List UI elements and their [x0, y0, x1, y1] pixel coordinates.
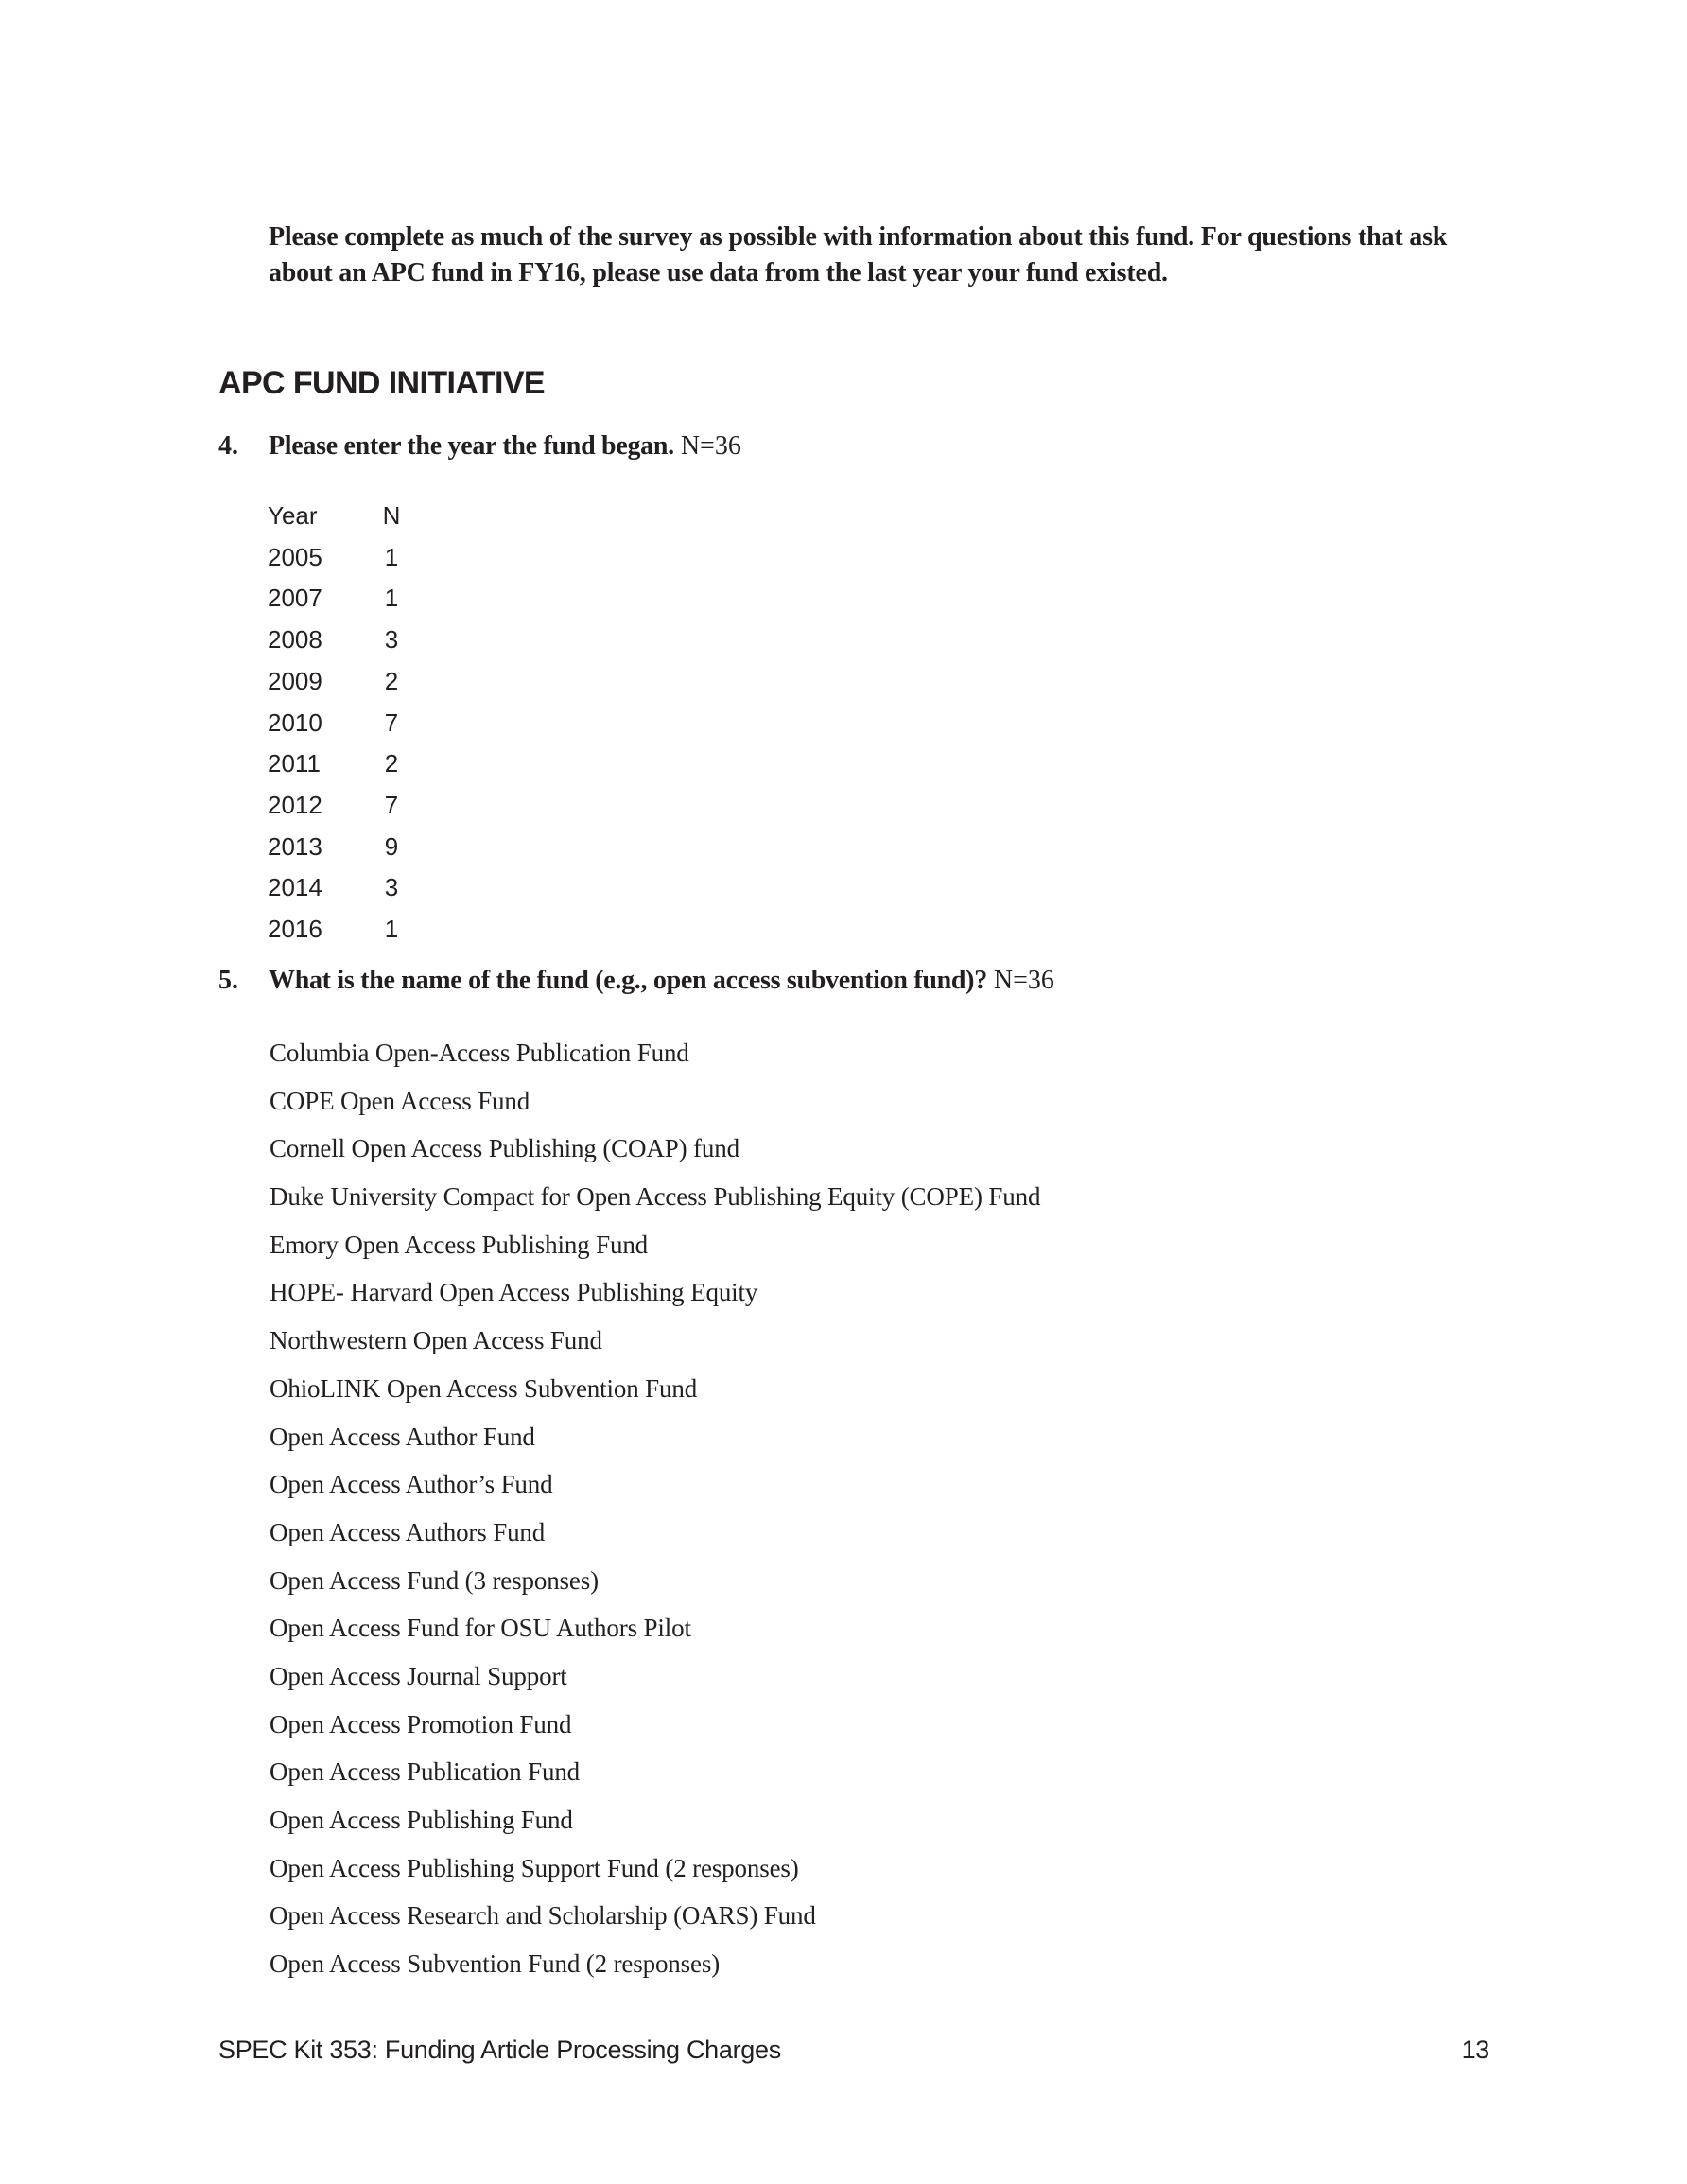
- table-row: [268, 703, 406, 744]
- list-item: Open Access Fund for OSU Authors Pilot: [270, 1614, 691, 1643]
- table-row: [268, 867, 406, 909]
- count-cell: 3: [384, 625, 399, 655]
- list-item: Open Access Authors Fund: [270, 1517, 546, 1546]
- section-heading: APC FUND INITIATIVE: [218, 365, 545, 401]
- list-item: Columbia Open-Access Publication Fund: [270, 1039, 689, 1067]
- list-item: Open Access Journal Support: [270, 1661, 567, 1690]
- list-item: Open Access Subvention Fund (2 responses): [270, 1949, 721, 1979]
- list-item: Open Access Fund (3 responses): [270, 1565, 599, 1595]
- year-cell: 2013: [268, 831, 322, 861]
- column-header-n: N: [382, 501, 401, 530]
- list-item: Open Access Publishing Support Fund (2 responses): [270, 1853, 799, 1882]
- response-count: N=36: [680, 431, 741, 461]
- survey-instructions: [269, 219, 1517, 291]
- count-cell: 7: [384, 790, 399, 819]
- fund-name-list: [270, 1029, 1040, 1988]
- year-cell: 2016: [268, 915, 322, 944]
- list-item: Open Access Publication Fund: [270, 1757, 581, 1787]
- list-item: Duke University Compact for Open Access Publishing Equity (COPE) Fund: [270, 1182, 1041, 1212]
- year-cell: 2010: [268, 708, 322, 737]
- question-text-wrapper: [269, 965, 1054, 997]
- list-item: OhioLINK Open Access Subvention Fund: [270, 1373, 698, 1403]
- table-row: [268, 620, 406, 661]
- list-item: Open Access Publishing Fund: [270, 1806, 573, 1834]
- table-row: [268, 827, 406, 868]
- page-number: 13: [1461, 2035, 1489, 2064]
- list-item: COPE Open Access Fund: [270, 1086, 530, 1115]
- list-item: Emory Open Access Publishing Fund: [270, 1230, 649, 1259]
- response-count: N=36: [993, 966, 1054, 995]
- year-cell: 2012: [268, 790, 322, 819]
- count-cell: 7: [384, 708, 399, 737]
- list-item: Open Access Author’s Fund: [270, 1470, 553, 1499]
- list-item: Cornell Open Access Publishing (COAP) fund: [270, 1134, 739, 1163]
- year-cell: 2005: [268, 542, 322, 571]
- year-cell: 2014: [268, 873, 322, 902]
- list-item: Northwestern Open Access Fund: [270, 1326, 602, 1355]
- page-footer: [218, 2035, 1489, 2065]
- table-row: [268, 578, 406, 620]
- table-row: [268, 743, 406, 785]
- list-item: Open Access Research and Scholarship (OARS) Fund: [270, 1901, 816, 1931]
- year-cell: 2008: [268, 625, 322, 655]
- question-text: Please enter the year the fund began.: [269, 431, 674, 461]
- count-cell: 2: [384, 666, 399, 695]
- year-cell: 2007: [268, 584, 322, 613]
- table-row: [268, 785, 406, 827]
- footer-title: SPEC Kit 353: Funding Article Processing Charges: [218, 2035, 781, 2064]
- question-text: What is the name of the fund (e.g., open access subvention fund)?: [269, 966, 987, 995]
- list-item: Open Access Promotion Fund: [270, 1709, 572, 1738]
- count-cell: 1: [384, 915, 399, 944]
- count-cell: 2: [384, 749, 399, 778]
- question-number: 4.: [218, 431, 238, 461]
- list-item: Open Access Author Fund: [270, 1422, 535, 1451]
- count-cell: 3: [384, 873, 399, 902]
- table-row: [268, 909, 406, 951]
- table-row: [268, 537, 406, 579]
- column-header-year: Year: [268, 501, 318, 530]
- count-cell: 1: [384, 542, 399, 571]
- count-cell: 9: [384, 831, 399, 861]
- list-item: HOPE- Harvard Open Access Publishing Equity: [270, 1278, 758, 1307]
- year-cell: 2009: [268, 666, 322, 695]
- year-began-table: [268, 496, 406, 951]
- question-text-wrapper: [269, 430, 741, 463]
- year-cell: 2011: [268, 749, 321, 778]
- table-row: [268, 661, 406, 703]
- question-number: 5.: [218, 966, 238, 995]
- count-cell: 1: [384, 584, 399, 613]
- table-header-row: [268, 496, 406, 537]
- instructions-text: Please complete as much of the survey as possible with information about this fund. For questions that ask about an APC fund in FY16, please use data from the last year your fund existed.: [269, 222, 1448, 288]
